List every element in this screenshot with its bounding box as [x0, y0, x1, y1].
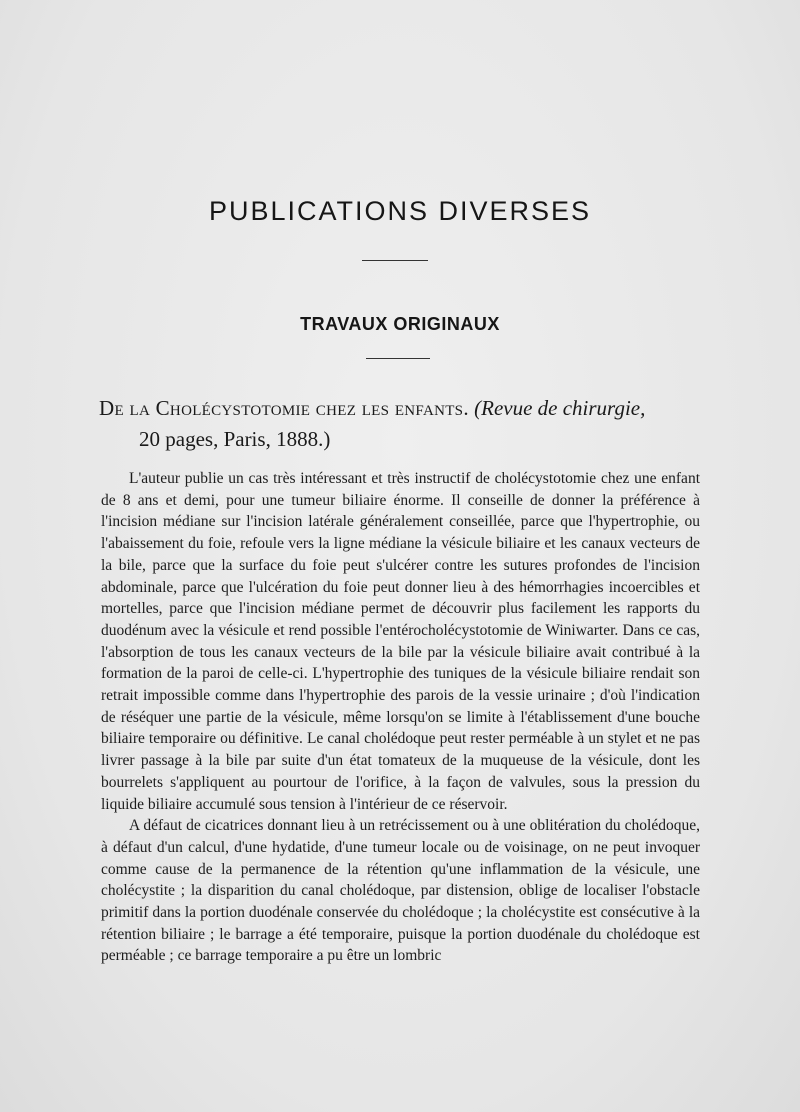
paragraph-1: L'auteur publie un cas très intéressant et très instructif de cholécystotomie chez une enfant de 8 ans et demi, pour une tumeur biliaire énorme. Il conseille de donner la préférence à l'incision médiane sur l'incision latérale généralement conseillée, parce que l'hypertrophie, ou l'abaissement du foie, refoule vers la ligne médiane la vésicule biliaire et les canaux vecteurs de la bile, parce que la surface du foie peut s'ulcérer contre les sutures profondes de l'incision abdominale, parce que l'ulcération du foie peut donner lieu à des hémorrhagies incoercibles et mortelles, parce que l'incision médiane permet de découvrir plus facilement les rapports du duodénum avec la vésicule et rend possible l'entérocholécystotomie de Winiwarter. Dans ce cas, l'absorption de tous les canaux vecteurs de la bile par la vésicule biliaire avait contribué à la formation de la paroi de celle-ci. L'hypertrophie des tuniques de la vésicule biliaire rendait son retrait impossible comme dans l'hypertrophie des parois de la vessie urinaire ; d'où l'indication de réséquer une partie de la vésicule, même lorsqu'on se limite à l'établissement d'une bouche biliaire temporaire ou définitive. Le canal cholédoque peut rester perméable à un stylet et ne pas livrer passage à la bile par suite d'un état tomateux de la muqueuse de la vésicule, dont les bourrelets s'appliquent au pourtour de l'orifice, à la façon de valvules, sous la pression du liquide biliaire accumulé sous tension à l'intérieur de ce réservoir. [101, 470, 700, 813]
reference-journal: (Revue de chirurgie, [474, 396, 646, 420]
paragraph-2: A défaut de cicatrices donnant lieu à un retrécissement ou à une oblitération du cholédoque, à défaut d'un calcul, d'une hydatide, d'une tumeur locale ou de voisinage, on ne peut invoquer comme cause de la permanence de la rétention qu'une inflammation de la vésicule, une cholécystite ; la disparition du canal cholédoque, par distension, oblige de localiser l'obstacle primitif dans la portion duodénale conservée du cholédoque ; la cholécystite est consécutive à la rétention biliaire ; le barrage a été temporaire, puisque la portion duodénale du cholédoque est perméable ; ce barrage temporaire a pu être un lombric [101, 817, 700, 965]
reference-title: De la Cholécystotomie chez les enfants. [99, 396, 469, 420]
section-title: TRAVAUX ORIGINAUX [300, 314, 500, 334]
bibliographic-reference [99, 393, 704, 455]
reference-details: 20 pages, Paris, 1888.) [139, 427, 331, 451]
article-body [101, 468, 700, 967]
section-divider [366, 358, 430, 359]
title-divider [362, 260, 428, 261]
page-title: PUBLICATIONS DIVERSES [208, 196, 592, 226]
